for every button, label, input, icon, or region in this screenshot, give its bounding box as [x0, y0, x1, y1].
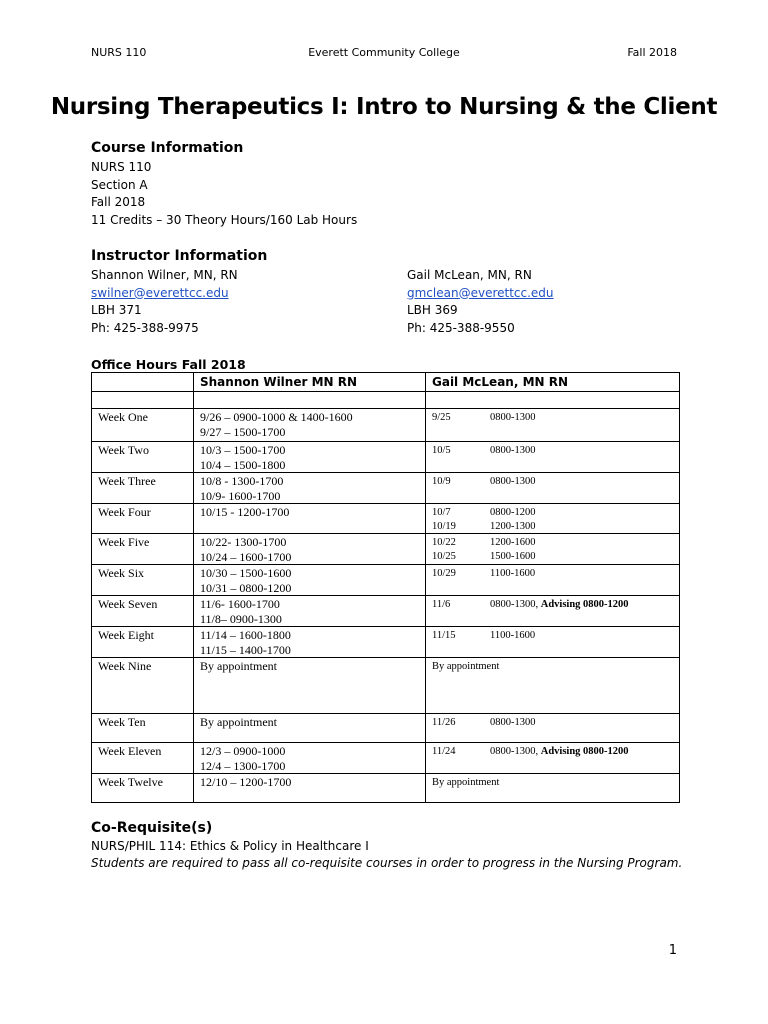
mclean-date: 10/7 — [432, 507, 451, 518]
week-cell: Week Eight — [92, 627, 194, 658]
page-number: 1 — [668, 943, 677, 958]
mclean-advising: Advising 0800-1200 — [540, 746, 629, 757]
wilner-hours-line: 10/30 – 1500-1600 — [200, 566, 292, 580]
mclean-hours-cell — [426, 534, 680, 565]
wilner-hours-line: 10/15 - 1200-1700 — [200, 505, 290, 519]
wilner-hours-cell — [194, 596, 426, 627]
header-course-code: NURS 110 — [91, 46, 147, 59]
mclean-hours-cell — [426, 658, 680, 714]
spacer-cell — [92, 392, 194, 409]
office-hours-body — [92, 409, 680, 803]
week-cell: Week Seven — [92, 596, 194, 627]
mclean-hours-cell — [426, 442, 680, 473]
week-cell: Week Two — [92, 442, 194, 473]
table-row — [92, 596, 680, 627]
instructor-1-name: Shannon Wilner, MN, RN — [91, 268, 238, 282]
week-cell: Week Three — [92, 473, 194, 504]
office-hours-heading: Office Hours Fall 2018 — [91, 357, 246, 372]
table-row — [92, 534, 680, 565]
table-row — [92, 714, 680, 743]
mclean-hours-cell — [426, 743, 680, 774]
mclean-hours-line — [432, 506, 673, 520]
wilner-hours-line: By appointment — [200, 715, 277, 729]
instructor-1-phone: Ph: 425-388-9975 — [91, 320, 199, 335]
week-cell: Week Four — [92, 504, 194, 534]
table-row — [92, 565, 680, 596]
table-row — [92, 442, 680, 473]
wilner-hours-line: 11/8– 0900-1300 — [200, 611, 282, 626]
mclean-time: 1100-1600 — [490, 568, 536, 579]
instructor-1-email-link[interactable]: swilner@everettcc.edu — [91, 285, 229, 300]
mclean-time: 1200-1600 — [490, 537, 536, 548]
document-title: Nursing Therapeutics I: Intro to Nursing & the Client — [50, 94, 718, 120]
mclean-time: 0800-1300 — [490, 445, 536, 456]
mclean-date: 10/9 — [432, 476, 451, 487]
wilner-hours-line: 10/3 – 1500-1700 — [200, 443, 286, 457]
corequisites-heading: Co-Requisite(s) — [91, 820, 213, 836]
week-cell: Week Ten — [92, 714, 194, 743]
instructor-2-email-link[interactable]: gmclean@everettcc.edu — [407, 285, 554, 300]
wilner-hours-line: 9/27 – 1500-1700 — [200, 424, 286, 439]
table-row — [92, 409, 680, 442]
table-row — [92, 658, 680, 714]
week-cell: Week Eleven — [92, 743, 194, 774]
mclean-hours-line — [432, 411, 673, 425]
mclean-time: 0800-1300, — [490, 599, 541, 610]
table-spacer-row — [92, 392, 680, 409]
mclean-time: 1100-1600 — [490, 630, 536, 641]
mclean-time: 0800-1300 — [490, 476, 536, 487]
wilner-hours-cell — [194, 658, 426, 714]
mclean-hours-cell — [426, 596, 680, 627]
instructor-2-office: LBH 369 — [407, 303, 458, 317]
mclean-time: 0800-1200 — [490, 507, 536, 518]
mclean-hours-line — [432, 444, 673, 458]
mclean-time: 0800-1300, — [490, 746, 541, 757]
column-header-week — [92, 373, 194, 392]
mclean-date: 10/5 — [432, 445, 451, 456]
table-row — [92, 473, 680, 504]
mclean-date: By appointment — [432, 777, 500, 788]
mclean-date: 11/6 — [432, 599, 451, 610]
mclean-hours-line — [432, 567, 673, 581]
instructor-info-heading: Instructor Information — [91, 248, 268, 264]
mclean-hours-line — [432, 536, 673, 550]
mclean-date: 11/24 — [432, 746, 456, 757]
table-row — [92, 774, 680, 803]
mclean-date: 9/25 — [432, 412, 451, 423]
mclean-date: 11/15 — [432, 630, 456, 641]
wilner-hours-cell — [194, 504, 426, 534]
week-cell: Week Six — [92, 565, 194, 596]
wilner-hours-line: 10/8 - 1300-1700 — [200, 474, 284, 488]
course-info-section: Section A — [91, 177, 148, 192]
wilner-hours-line: 10/4 – 1500-1800 — [200, 457, 286, 472]
mclean-date: 10/19 — [432, 520, 456, 532]
mclean-hours-line — [432, 745, 673, 759]
mclean-hours-line — [432, 550, 673, 564]
header-term: Fall 2018 — [627, 46, 677, 59]
mclean-advising: Advising 0800-1200 — [540, 599, 629, 610]
wilner-hours-line: 10/22- 1300-1700 — [200, 535, 287, 549]
week-cell: Week Nine — [92, 658, 194, 714]
instructor-1-office: LBH 371 — [91, 303, 142, 317]
mclean-time: 0800-1300 — [490, 717, 536, 728]
wilner-hours-line: 12/10 – 1200-1700 — [200, 775, 292, 789]
wilner-hours-line: 12/4 – 1300-1700 — [200, 758, 286, 773]
week-cell: Week One — [92, 409, 194, 442]
wilner-hours-cell — [194, 565, 426, 596]
wilner-hours-line: 10/9- 1600-1700 — [200, 488, 281, 503]
table-row — [92, 627, 680, 658]
wilner-hours-cell — [194, 627, 426, 658]
wilner-hours-cell — [194, 534, 426, 565]
wilner-hours-line: By appointment — [200, 659, 277, 673]
mclean-hours-cell — [426, 473, 680, 504]
header-college-name: Everett Community College — [308, 46, 460, 59]
mclean-time: 0800-1300 — [490, 412, 536, 423]
mclean-hours-line — [432, 598, 673, 612]
office-hours-table — [91, 372, 680, 803]
mclean-hours-cell — [426, 409, 680, 442]
wilner-hours-line: 11/6- 1600-1700 — [200, 597, 280, 611]
mclean-date: 10/29 — [432, 568, 456, 579]
wilner-hours-cell — [194, 714, 426, 743]
table-header-row — [92, 373, 680, 392]
mclean-hours-cell — [426, 774, 680, 803]
course-info-credits: 11 Credits – 30 Theory Hours/160 Lab Hours — [91, 212, 358, 227]
table-row — [92, 743, 680, 774]
mclean-date: By appointment — [432, 661, 500, 672]
week-cell: Week Five — [92, 534, 194, 565]
week-cell: Week Twelve — [92, 774, 194, 803]
corequisite-course: NURS/PHIL 114: Ethics & Policy in Healthcare I — [91, 839, 369, 853]
mclean-hours-cell — [426, 504, 680, 534]
wilner-hours-cell — [194, 743, 426, 774]
wilner-hours-line: 11/15 – 1400-1700 — [200, 642, 291, 657]
instructor-2-name: Gail McLean, MN, RN — [407, 268, 532, 282]
course-info-code: NURS 110 — [91, 160, 152, 174]
column-header-wilner: Shannon Wilner MN RN — [194, 373, 426, 392]
wilner-hours-line: 9/26 – 0900-1000 & 1400-1600 — [200, 410, 353, 424]
wilner-hours-cell — [194, 774, 426, 803]
mclean-date: 11/26 — [432, 717, 456, 728]
wilner-hours-cell — [194, 409, 426, 442]
wilner-hours-line: 12/3 – 0900-1000 — [200, 744, 286, 758]
mclean-time: 1200-1300 — [490, 520, 536, 532]
spacer-cell — [426, 392, 680, 409]
mclean-date: 10/22 — [432, 537, 456, 548]
column-header-mclean: Gail McLean, MN RN — [426, 373, 680, 392]
mclean-hours-line — [432, 716, 673, 730]
mclean-hours-cell — [426, 565, 680, 596]
wilner-hours-line: 11/14 – 1600-1800 — [200, 628, 291, 642]
spacer-cell — [194, 392, 426, 409]
wilner-hours-line: 10/24 – 1600-1700 — [200, 549, 292, 564]
mclean-time: 1500-1600 — [490, 550, 536, 562]
wilner-hours-cell — [194, 473, 426, 504]
course-info-term: Fall 2018 — [91, 195, 146, 209]
mclean-hours-cell — [426, 714, 680, 743]
mclean-hours-line — [432, 660, 673, 674]
instructor-2-phone: Ph: 425-388-9550 — [407, 320, 515, 335]
course-info-heading: Course Information — [91, 140, 244, 156]
mclean-hours-cell — [426, 627, 680, 658]
wilner-hours-line: 10/31 – 0800-1200 — [200, 580, 292, 595]
mclean-hours-line — [432, 776, 673, 790]
mclean-hours-line — [432, 520, 673, 534]
mclean-date: 10/25 — [432, 550, 456, 562]
mclean-hours-line — [432, 629, 673, 643]
table-row — [92, 504, 680, 534]
mclean-hours-line — [432, 475, 673, 489]
corequisite-note: Students are required to pass all co-requisite courses in order to progress in the Nursing Program. — [91, 856, 683, 870]
wilner-hours-cell — [194, 442, 426, 473]
